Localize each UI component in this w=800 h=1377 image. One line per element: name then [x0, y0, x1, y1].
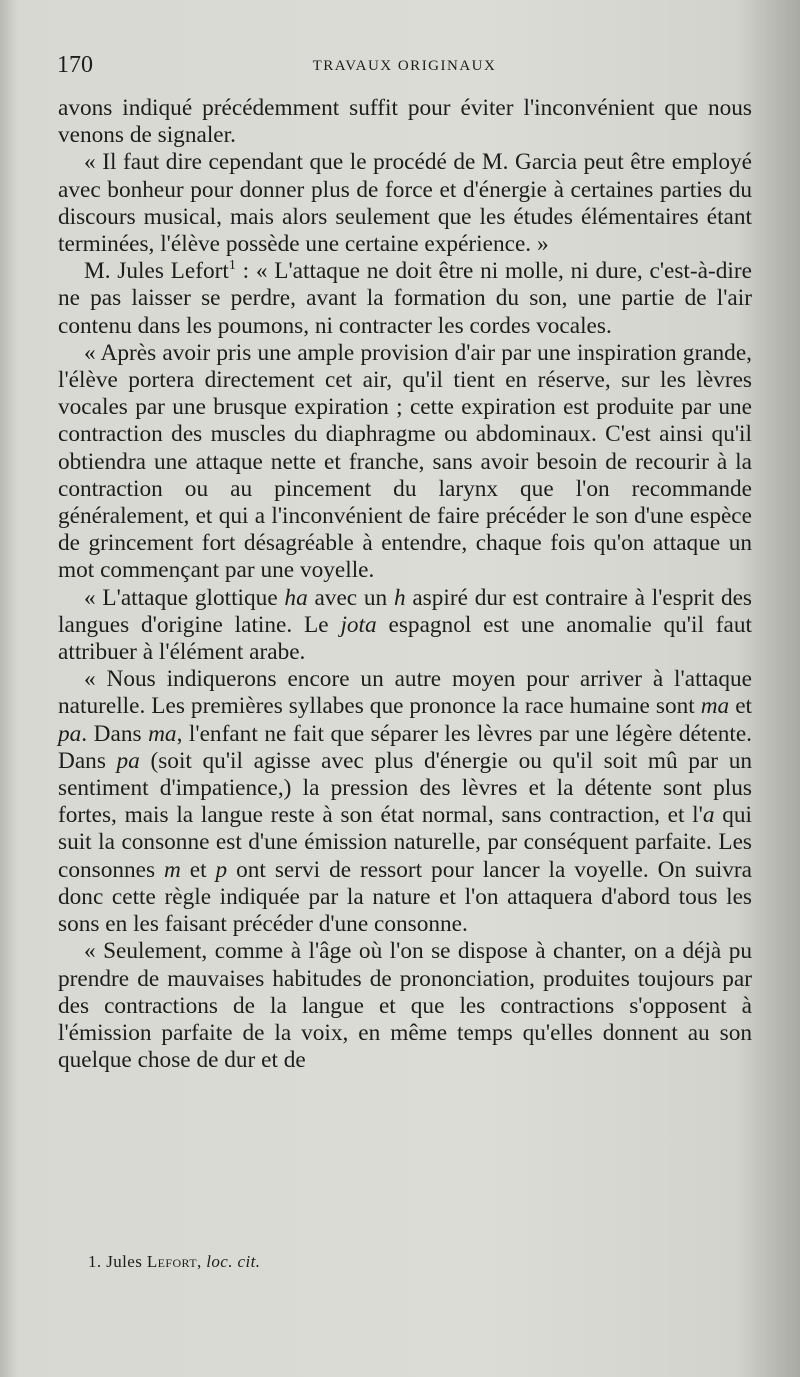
- paragraph: [58, 938, 752, 1074]
- text-run: avons indiqué précédemment suffit pour éviter l'inconvénient que nous venons de signaler.: [58, 95, 752, 149]
- italic-term: pa: [58, 720, 82, 747]
- text-run: (soit qu'il agisse avec plus d'énergie ou qu'il soit mû par un sentiment d'impatience,) la pression des lèvres et la détente sont plus fortes, mais la langue reste à son état normal, sans contraction, et l': [58, 747, 752, 829]
- text-run: . Dans: [81, 720, 149, 747]
- italic-term: a: [702, 802, 715, 829]
- body-text: [58, 95, 752, 1074]
- text-run: : « L'attaque ne doit être ni molle, ni dure, c'est-à-dire ne pas laisser se perdre, avant la formation du son, une partie de l'air contenu dans les poumons, ni contracter les cordes vocales.: [58, 258, 752, 339]
- text-run: « Seulement, comme à l'âge où l'on se dispose à chanter, on a déjà pu prendre de mauvaises habitudes de prononciation, produites toujours par des contractions de la langue et que les contractions s'opposent à l'émission parfaite de la voix, en même temps qu'elles donnent au son quelque chose de dur et de: [58, 938, 752, 1074]
- text-run: M. Jules Lefort: [84, 258, 229, 285]
- text-run: espagnol est une anomalie qu'il faut attribuer à l'élément arabe.: [58, 611, 752, 666]
- page-number: 170: [57, 52, 93, 78]
- text-run: avec un: [307, 584, 394, 611]
- text-run: et: [729, 693, 753, 720]
- italic-term: ha: [284, 584, 308, 611]
- italic-term: pa: [116, 747, 140, 774]
- paragraph: [58, 95, 752, 149]
- footnote-separator: ,: [196, 1252, 202, 1271]
- text-run: aspiré dur est contraire à l'esprit des langues d'origine latine. Le: [58, 584, 752, 638]
- footnote-author-first: Jules: [106, 1252, 143, 1271]
- italic-term: p: [215, 856, 228, 883]
- paragraph: [58, 585, 752, 667]
- italic-term: h: [393, 584, 406, 611]
- footnote-author-last: Lefort: [146, 1252, 197, 1271]
- text-run: et: [180, 856, 216, 883]
- text-run: « Après avoir pris une ample provision d'air par une inspiration grande, l'élève portera directement cet air, qu'il tient en réserve, sur les lèvres vocales par une brusque expiration ; cette expiration est produite par une contraction des muscles du diaphragme ou abdominaux. C'est ainsi qu'il obtiendra une attaque nette et franche, sans avoir besoin de recourir à la contraction ou au pincement du larynx que l'on recommande généralement, et qui a l'inconvénient de faire précéder le son d'une espèce de grincement fort désagréable à entendre, chaque fois qu'on attaque un mot commençant par une voyelle.: [58, 339, 752, 584]
- text-run: ont servi de ressort pour lancer la voyelle. On suivra donc cette règle indiquée par la nature et l'on attaquera d'abord tous les sons en les faisant précéder d'une consonne.: [58, 856, 752, 938]
- paragraph: [58, 149, 752, 258]
- footnote-reference: loc. cit.: [206, 1252, 261, 1271]
- running-head: TRAVAUX ORIGINAUX: [312, 58, 497, 74]
- page-header: [57, 52, 752, 82]
- italic-term: ma: [148, 720, 177, 747]
- italic-term: jota: [340, 611, 377, 638]
- paragraph: [58, 258, 752, 340]
- italic-term: ma: [700, 693, 730, 720]
- text-run: « Il faut dire cependant que le procédé de M. Garcia peut être employé avec bonheur pour donner plus de force et d'énergie à certaines parties du discours musical, mais alors seulement que les études élémentaires étant terminées, l'élève possède une certaine expérience. »: [58, 149, 752, 258]
- footnote-marker: 1: [228, 258, 236, 274]
- text-run: « L'attaque glottique: [84, 584, 285, 611]
- italic-term: m: [164, 856, 181, 883]
- footnote-number: 1.: [88, 1252, 102, 1271]
- paragraph: [58, 666, 752, 938]
- text-run: , l'enfant ne fait que séparer les lèvres par une légère détente. Dans: [58, 720, 752, 774]
- text-run: qui suit la consonne est d'une émission naturelle, par conséquent parfaite. Les consonnes: [58, 802, 752, 883]
- paragraph: [58, 340, 752, 585]
- footnote: [88, 1252, 260, 1272]
- text-run: « Nous indiquerons encore un autre moyen pour arriver à l'attaque naturelle. Les premières syllabes que prononce la race humaine sont: [58, 666, 752, 720]
